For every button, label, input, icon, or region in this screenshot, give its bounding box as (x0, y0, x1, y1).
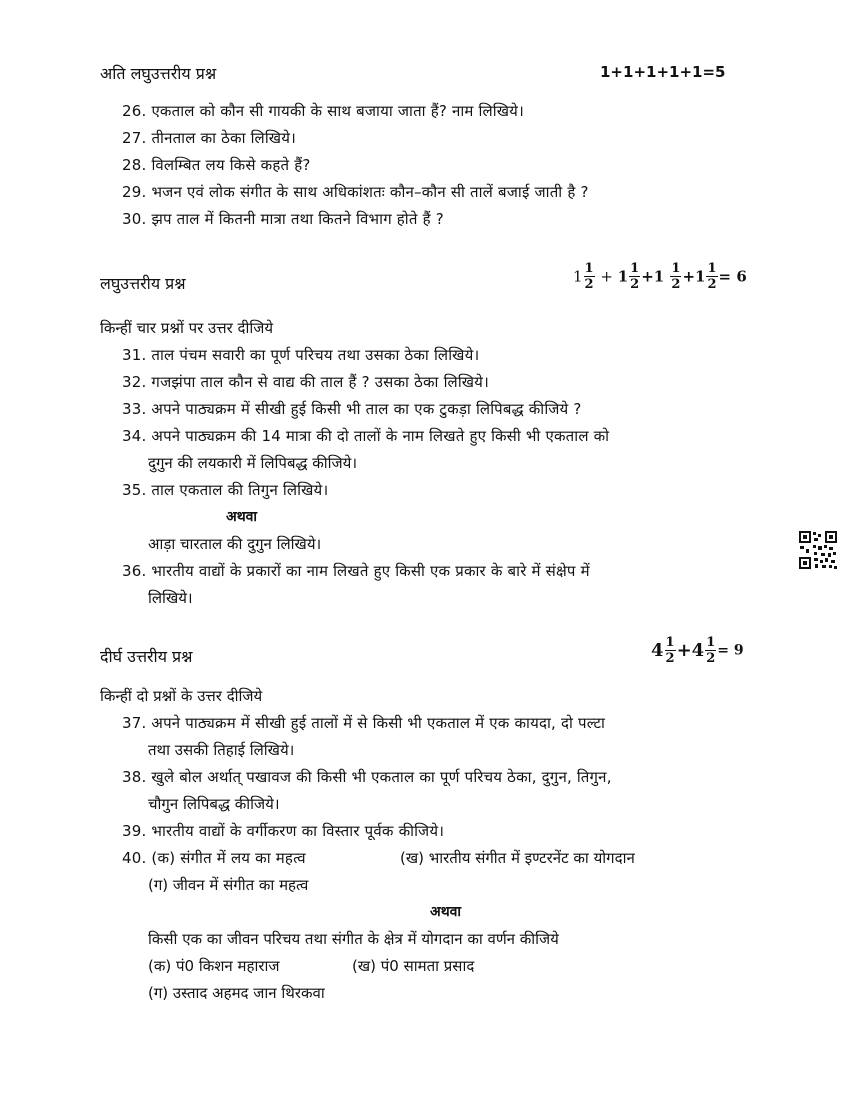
section2-title: लघुउत्तरीय प्रश्न (100, 274, 186, 293)
marks-plus: +4 (676, 640, 705, 661)
marks-whole: 4 (651, 640, 664, 661)
question-38-continuation: चौगुन लिपिबद्ध कीजिये। (148, 795, 280, 813)
question-32: 32. गजझंपा ताल कौन से वाद्य की ताल हैं ? उसका ठेका लिखिये। (122, 373, 489, 391)
question-number: 29. (122, 183, 147, 201)
marks-plus: + (595, 267, 618, 286)
fraction: $\frac{1}{2}$ (630, 261, 640, 292)
section1-title: अति लघुउत्तरीय प्रश्न (100, 64, 217, 83)
question-40-option-ga: (ग) जीवन में संगीत का महत्व (148, 876, 309, 894)
question-29 (122, 182, 589, 202)
question-40-alternative: किसी एक का जीवन परिचय तथा संगीत के क्षेत्र में योगदान का वर्णन कीजिये (148, 930, 559, 948)
section3-marks (651, 636, 744, 665)
section2-marks (573, 262, 747, 291)
marks-total: = 9 (717, 642, 744, 659)
question-38: 38. खुले बोल अर्थात् पखावज की किसी भी एकताल का पूर्ण परिचय ठेका, दुगुन, तिगुन, (122, 768, 612, 786)
marks-total: = 6 (718, 267, 747, 286)
question-33: 33. अपने पाठ्यक्रम में सीखी हुई किसी भी ताल का एक टुकड़ा लिपिबद्ध कीजिये ? (122, 400, 582, 418)
fraction: $\frac{1}{2}$ (665, 635, 675, 666)
athva-label: अथवा (226, 509, 258, 525)
question-number: 28. (122, 156, 147, 174)
question-40-alt-option-ga: (ग) उस्ताद अहमद जान थिरकवा (148, 984, 325, 1002)
question-36-continuation: लिखिये। (148, 589, 193, 607)
fraction: $\frac{1}{2}$ (671, 261, 681, 292)
question-40-alt-option-ka: (क) पं0 किशन महाराज (148, 957, 280, 975)
qr-code-icon (798, 530, 838, 570)
marks-plus: +1 (641, 267, 670, 286)
athva-label: अथवा (430, 904, 462, 920)
section3-instruction: किन्हीं दो प्रश्नों के उत्तर दीजिये (100, 687, 263, 705)
question-40-alt-option-kha: (ख) पं0 सामता प्रसाद (352, 957, 475, 975)
question-number: 26. (122, 102, 147, 120)
question-number: 30. (122, 210, 147, 228)
section3-title: दीर्घ उत्तरीय प्रश्न (100, 647, 193, 666)
section2-instruction: किन्हीं चार प्रश्नों पर उत्तर दीजिये (100, 319, 274, 337)
fraction: $\frac{1}{2}$ (584, 261, 594, 292)
question-37-continuation: तथा उसकी तिहाई लिखिये। (148, 741, 295, 759)
fraction: $\frac{1}{2}$ (706, 635, 716, 666)
question-text: विलम्बित लय किसे कहते हैं? (151, 156, 311, 174)
question-37: 37. अपने पाठ्यक्रम में सीखी हुई तालों में से किसी भी एकताल में एक कायदा, दो पल्टा (122, 714, 606, 732)
question-34-continuation: दुगुन की लयकारी में लिपिबद्ध कीजिये। (148, 454, 358, 472)
question-text: एकताल को कौन सी गायकी के साथ बजाया जाता हैं? नाम लिखिये। (151, 102, 524, 120)
question-text: तीनताल का ठेका लिखिये। (151, 129, 297, 147)
question-40-option-kha: (ख) भारतीय संगीत में इण्टरनेंट का योगदान (400, 849, 635, 867)
question-35: 35. ताल एकताल की तिगुन लिखिये। (122, 481, 329, 499)
question-number: 27. (122, 129, 147, 147)
question-35-alternative: आड़ा चारताल की दुगुन लिखिये। (148, 535, 322, 553)
question-34: 34. अपने पाठ्यक्रम की 14 मात्रा की दो तालों के नाम लिखते हुए किसी भी एकताल को (122, 427, 610, 445)
question-26 (122, 101, 524, 121)
marks-whole: 1 (573, 267, 583, 286)
question-39: 39. भारतीय वाद्यों के वर्गीकरण का विस्तार पूर्वक कीजिये। (122, 822, 445, 840)
section1-marks: 1+1+1+1+1=5 (600, 63, 726, 81)
marks-plus: +1 (682, 267, 706, 286)
question-40: 40. (क) संगीत में लय का महत्व (122, 849, 306, 867)
question-36: 36. भारतीय वाद्यों के प्रकारों का नाम लिखते हुए किसी एक प्रकार के बारे में संक्षेप में (122, 562, 590, 580)
question-30 (122, 209, 444, 229)
fraction: $\frac{1}{2}$ (707, 261, 717, 292)
question-text: भजन एवं लोक संगीत के साथ अधिकांशतः कौन–कौन सी तालें बजाई जाती है ? (151, 183, 589, 201)
question-31: 31. ताल पंचम सवारी का पूर्ण परिचय तथा उसका ठेका लिखिये। (122, 346, 480, 364)
marks-whole: 1 (617, 267, 629, 286)
question-28 (122, 155, 311, 175)
question-text: झप ताल में कितनी मात्रा तथा कितने विभाग होते हैं ? (151, 210, 444, 228)
question-27 (122, 128, 296, 148)
